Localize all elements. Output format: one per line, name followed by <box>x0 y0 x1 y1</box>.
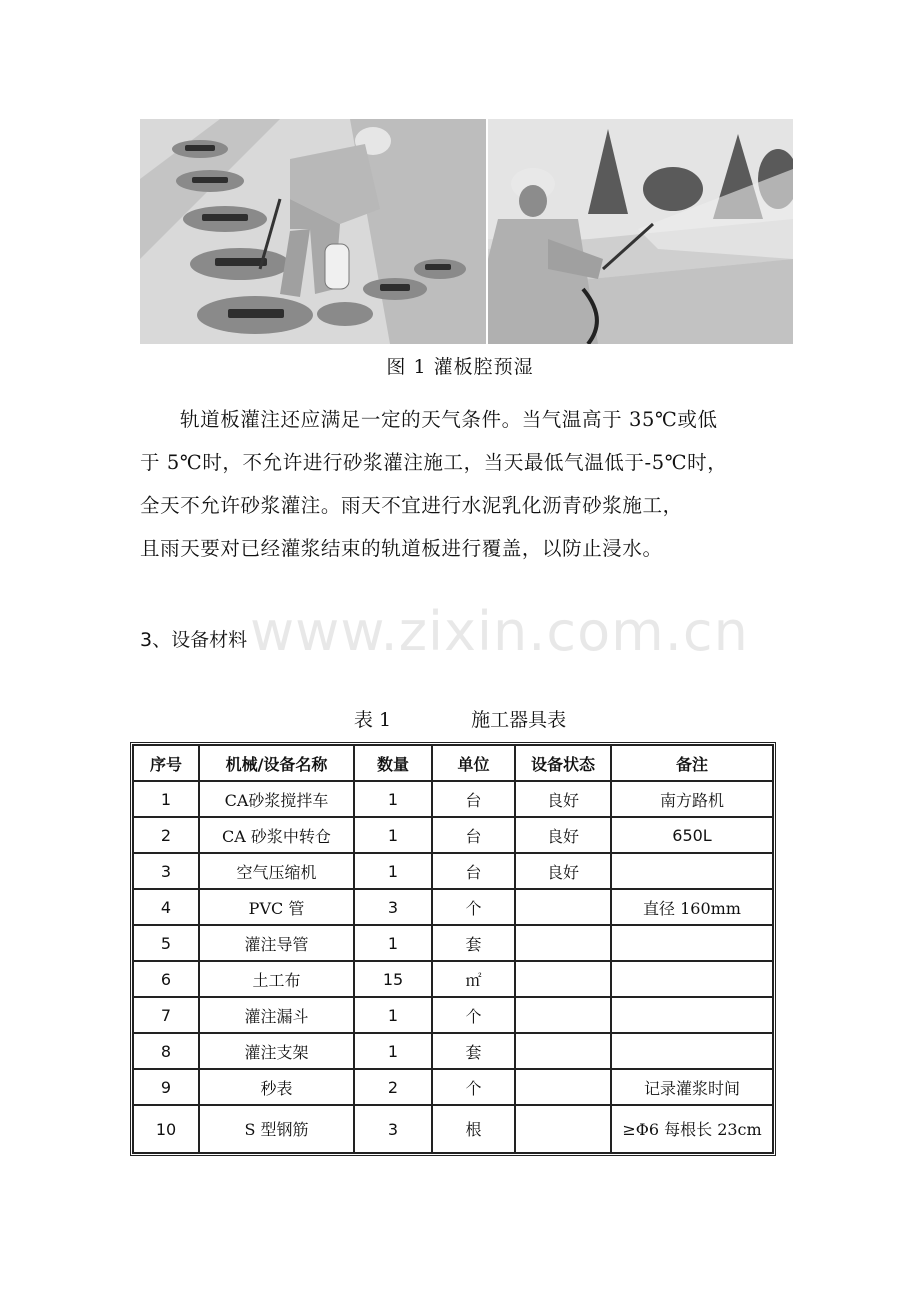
cell-unit: 台 <box>432 853 515 889</box>
cell-remark: 650L <box>611 817 773 853</box>
table-row <box>133 817 773 853</box>
section-heading: 3、设备材料 <box>140 629 248 651</box>
cell-index: 3 <box>133 853 199 889</box>
cell-index: 6 <box>133 961 199 997</box>
cell-quantity: 15 <box>354 961 432 997</box>
cell-status <box>515 1105 611 1153</box>
cell-equipment-name: S 型钢筋 <box>199 1105 354 1153</box>
photo-spray-wetting <box>488 119 793 344</box>
cell-index: 4 <box>133 889 199 925</box>
cell-quantity: 1 <box>354 853 432 889</box>
table-caption-title: 施工器具表 <box>471 709 567 731</box>
figure-photos <box>140 119 793 344</box>
table-row <box>133 961 773 997</box>
cell-equipment-name: 土工布 <box>199 961 354 997</box>
paragraph-line: 轨道板灌注还应满足一定的天气条件。当气温高于 35℃或低 <box>180 408 718 431</box>
cell-remark <box>611 925 773 961</box>
table-row <box>133 1105 773 1153</box>
cell-equipment-name: PVC 管 <box>199 889 354 925</box>
cell-index: 5 <box>133 925 199 961</box>
cell-equipment-name: CA 砂浆中转仓 <box>199 817 354 853</box>
cell-equipment-name: 灌注漏斗 <box>199 997 354 1033</box>
cell-quantity: 1 <box>354 1033 432 1069</box>
cell-equipment-name: CA砂浆搅拌车 <box>199 781 354 817</box>
table-row <box>133 889 773 925</box>
cell-remark: 南方路机 <box>611 781 773 817</box>
figure-caption: 图 1 灌板腔预湿 <box>386 356 534 378</box>
header-cell: 单位 <box>432 745 515 781</box>
header-cell: 备注 <box>611 745 773 781</box>
table-row <box>133 1069 773 1105</box>
cell-quantity: 3 <box>354 889 432 925</box>
header-cell: 序号 <box>133 745 199 781</box>
cell-remark <box>611 961 773 997</box>
paragraph-line: 全天不允许砂浆灌注。雨天不宜进行水泥乳化沥青砂浆施工， <box>140 494 683 517</box>
cell-equipment-name: 空气压缩机 <box>199 853 354 889</box>
table-header-row <box>133 745 773 781</box>
cell-status <box>515 997 611 1033</box>
cell-status <box>515 1033 611 1069</box>
cell-index: 8 <box>133 1033 199 1069</box>
paragraph-line: 且雨天要对已经灌浆结束的轨道板进行覆盖，以防止浸水。 <box>140 537 663 560</box>
cell-unit: 个 <box>432 1069 515 1105</box>
cell-status: 良好 <box>515 853 611 889</box>
cell-remark: 记录灌浆时间 <box>611 1069 773 1105</box>
cell-index: 7 <box>133 997 199 1033</box>
cell-remark <box>611 853 773 889</box>
table-row <box>133 997 773 1033</box>
cell-index: 2 <box>133 817 199 853</box>
watermark: www.zixin.com.cn <box>250 600 749 663</box>
cell-quantity: 1 <box>354 925 432 961</box>
table-row <box>133 853 773 889</box>
cell-quantity: 3 <box>354 1105 432 1153</box>
cell-quantity: 2 <box>354 1069 432 1105</box>
cell-status <box>515 1069 611 1105</box>
cell-status <box>515 925 611 961</box>
cell-remark: ≥Φ6 每根长 23cm <box>611 1105 773 1153</box>
table-row <box>133 781 773 817</box>
cell-remark <box>611 1033 773 1069</box>
cell-unit: 台 <box>432 817 515 853</box>
body-paragraph <box>140 398 790 570</box>
paragraph-line: 于 5℃时，不允许进行砂浆灌注施工，当天最低气温低于-5℃时， <box>140 451 728 474</box>
equipment-table <box>130 742 776 1156</box>
cell-unit: 个 <box>432 997 515 1033</box>
cell-unit: 个 <box>432 889 515 925</box>
cell-status <box>515 961 611 997</box>
cell-quantity: 1 <box>354 781 432 817</box>
cell-index: 1 <box>133 781 199 817</box>
cell-status: 良好 <box>515 781 611 817</box>
cell-unit: 套 <box>432 1033 515 1069</box>
cell-remark: 直径 160mm <box>611 889 773 925</box>
header-cell: 数量 <box>354 745 432 781</box>
cell-unit: ㎡ <box>432 961 515 997</box>
cell-unit: 根 <box>432 1105 515 1153</box>
table-caption <box>0 705 920 732</box>
table-row <box>133 1033 773 1069</box>
cell-status <box>515 889 611 925</box>
cell-quantity: 1 <box>354 817 432 853</box>
cell-equipment-name: 秒表 <box>199 1069 354 1105</box>
table-row <box>133 925 773 961</box>
cell-index: 10 <box>133 1105 199 1153</box>
header-cell: 设备状态 <box>515 745 611 781</box>
cell-equipment-name: 灌注导管 <box>199 925 354 961</box>
cell-unit: 台 <box>432 781 515 817</box>
cell-index: 9 <box>133 1069 199 1105</box>
photo-track-slab-wetting <box>140 119 486 344</box>
cell-equipment-name: 灌注支架 <box>199 1033 354 1069</box>
cell-status: 良好 <box>515 817 611 853</box>
header-cell: 机械/设备名称 <box>199 745 354 781</box>
cell-remark <box>611 997 773 1033</box>
cell-quantity: 1 <box>354 997 432 1033</box>
cell-unit: 套 <box>432 925 515 961</box>
table-caption-number: 表 1 <box>353 709 392 731</box>
